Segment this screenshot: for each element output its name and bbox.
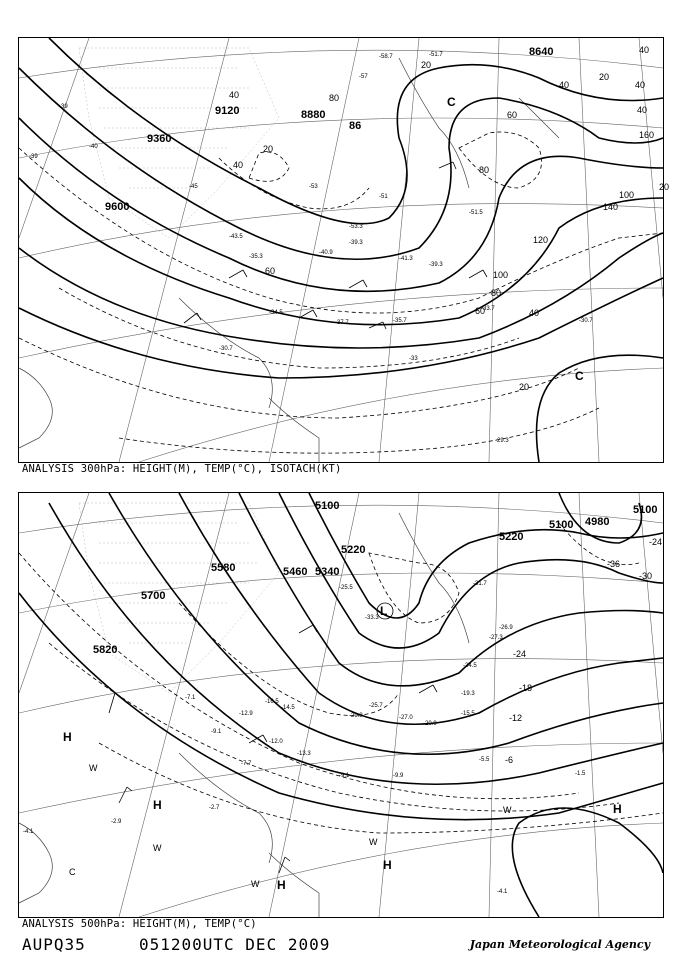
- temp-label: -20.9: [423, 721, 437, 727]
- temp-label: -39: [29, 154, 38, 160]
- temp-label: -39.3: [349, 240, 363, 246]
- isotach-label: 80: [491, 288, 502, 298]
- map-500hpa: [18, 492, 664, 918]
- height-label: 9360: [147, 133, 172, 145]
- panel-500-caption: ANALYSIS 500hPa: HEIGHT(M), TEMP(°C): [22, 918, 257, 930]
- isotach-label: 120: [533, 235, 549, 245]
- cold-center-symbol: C: [575, 369, 584, 383]
- cold-center-symbol: C: [447, 95, 456, 109]
- height-label: 5820: [93, 644, 118, 656]
- temp-label: -5.5: [479, 757, 490, 763]
- temp-labels: [23, 581, 586, 895]
- height-label: 5460: [283, 566, 308, 578]
- temp-label: -7.1: [185, 695, 196, 701]
- map-300hpa: [18, 37, 670, 463]
- temp-label: -1.5: [575, 771, 586, 777]
- temp-label: -19.3: [461, 691, 475, 697]
- isotherm-label: -12: [509, 713, 523, 723]
- isotherm-label: -24: [649, 537, 663, 547]
- temp-label: -27.3: [489, 635, 503, 641]
- agency-name: Japan Meteorological Agency: [469, 938, 650, 951]
- isotach-label: 20: [659, 182, 670, 192]
- map-300hpa-canvas: [19, 38, 670, 462]
- height-label: 8880: [301, 109, 326, 121]
- isotach-label: 20: [421, 60, 432, 70]
- isotach-label: 20: [263, 144, 274, 154]
- temp-label: -40: [89, 144, 98, 150]
- temp-label: -15.5: [461, 711, 475, 717]
- isotach-label: 40: [529, 308, 540, 318]
- temp-label: -33.3: [365, 615, 379, 621]
- graticule: [19, 493, 663, 917]
- isotach-label: 60: [475, 306, 486, 316]
- cold-center-symbol: C: [69, 867, 76, 877]
- temp-label: -43.5: [229, 234, 243, 240]
- isotach-label: 100: [619, 190, 635, 200]
- temp-label: -40.9: [319, 250, 333, 256]
- temp-label: -12.9: [239, 711, 253, 717]
- temp-label: -2.7: [209, 805, 220, 811]
- map-500hpa-canvas: [19, 493, 663, 917]
- warm-center-symbol: W: [503, 805, 512, 815]
- height-label: 5100: [315, 500, 340, 512]
- height-label: 4980: [585, 516, 610, 528]
- temp-label: -39.3: [429, 262, 443, 268]
- temp-label: -30.7: [579, 318, 593, 324]
- isotach-label: 40: [559, 80, 570, 90]
- height-label: 86: [349, 120, 362, 132]
- temp-label: -2.9: [111, 819, 122, 825]
- temp-label: -29.3: [349, 713, 363, 719]
- temp-label: -25.5: [339, 585, 353, 591]
- height-label: 5100: [633, 504, 658, 516]
- warm-center-symbol: W: [251, 879, 260, 889]
- isotach-label: 60: [265, 266, 276, 276]
- isotherm-label: -24: [513, 649, 527, 659]
- temp-label: -30.7: [219, 346, 233, 352]
- temp-label: -45: [189, 184, 198, 190]
- temp-label: -51.5: [469, 210, 483, 216]
- temp-label: -26.9: [499, 625, 513, 631]
- temp-label: -35.7: [393, 318, 407, 324]
- temp-label: -9.1: [211, 729, 222, 735]
- temp-label: -29.3: [495, 438, 509, 444]
- isotach-label: 20: [599, 72, 610, 82]
- high-pressure-symbol: H: [153, 798, 162, 812]
- height-label: 8640: [529, 46, 554, 58]
- isotach-label: 80: [329, 93, 340, 103]
- temp-label: -31.7: [473, 581, 487, 587]
- temp-label: -57: [359, 74, 368, 80]
- height-contours: [19, 493, 663, 917]
- warm-center-symbol: W: [89, 763, 98, 773]
- chart-identifier: [22, 935, 330, 954]
- warm-center-symbol: W: [153, 843, 162, 853]
- high-pressure-symbol: H: [383, 858, 392, 872]
- height-label: 5220: [499, 531, 524, 543]
- panel-300-caption: ANALYSIS 300hPa: HEIGHT(M), TEMP(°C), ISOTACH(KT): [22, 463, 342, 475]
- height-contours: [19, 38, 663, 462]
- temp-label: -34.5: [269, 310, 283, 316]
- height-label: 9120: [215, 105, 240, 117]
- isotach-label: 40: [233, 160, 244, 170]
- low-pressure-symbol: L: [380, 604, 388, 618]
- chart-time: 051200UTC DEC 2009: [138, 935, 331, 954]
- temp-label: -53: [309, 184, 318, 190]
- temp-label: -41.3: [399, 256, 413, 262]
- temp-label: -37.7: [335, 320, 349, 326]
- isotach-label: 60: [507, 110, 518, 120]
- chart-code: AUPQ35: [22, 935, 86, 954]
- temp-label: -51.7: [429, 52, 443, 58]
- isotherm-label: -30: [639, 571, 653, 581]
- temp-label: -12.0: [269, 739, 283, 745]
- temp-label: -13.3: [297, 751, 311, 757]
- height-label: 5220: [341, 544, 366, 556]
- isotach-contours: [19, 132, 663, 453]
- temp-label: -35.3: [249, 254, 263, 260]
- height-label: 5340: [315, 566, 340, 578]
- temp-label: -14.5: [281, 705, 295, 711]
- temp-label: -53.3: [349, 224, 363, 230]
- isotach-label: 40: [639, 45, 650, 55]
- height-label: 5100: [549, 519, 574, 531]
- isotach-label: 40: [637, 105, 648, 115]
- temp-label: -25.7: [369, 703, 383, 709]
- isotach-label: 40: [229, 90, 240, 100]
- isotach-label: 140: [603, 202, 619, 212]
- isotherm-label: -36: [607, 559, 621, 569]
- isotach-label: 100: [493, 270, 509, 280]
- isotherm-label: -18: [519, 683, 533, 693]
- temp-label: -58.7: [379, 54, 393, 60]
- isotach-label: 40: [635, 80, 646, 90]
- height-label: 5580: [211, 562, 236, 574]
- high-pressure-symbol: H: [613, 802, 622, 816]
- temp-label: -24.5: [463, 663, 477, 669]
- temp-label: -39: [59, 104, 68, 110]
- temp-label: -16.5: [265, 699, 279, 705]
- temp-label: -9.9: [393, 773, 404, 779]
- temp-label: -33.7: [481, 306, 495, 312]
- isotach-label: 20: [519, 382, 530, 392]
- temp-label: -27.0: [399, 715, 413, 721]
- warm-center-symbol: W: [369, 837, 378, 847]
- temp-label: -51: [379, 194, 388, 200]
- isotach-label: 80: [479, 165, 490, 175]
- temp-label: -9.1: [339, 773, 350, 779]
- high-pressure-symbol: H: [277, 878, 286, 892]
- isotach-label: 160: [639, 130, 655, 140]
- temp-label: -33: [409, 356, 418, 362]
- temp-label: -7.7: [241, 761, 252, 767]
- temp-label: -4.1: [23, 829, 34, 835]
- temp-label: -4.1: [497, 889, 508, 895]
- height-label: 5700: [141, 590, 166, 602]
- isotherm-contours: [19, 523, 663, 833]
- high-pressure-symbol: H: [63, 730, 72, 744]
- isotherm-label: -6: [505, 755, 514, 765]
- height-label: 9600: [105, 201, 130, 213]
